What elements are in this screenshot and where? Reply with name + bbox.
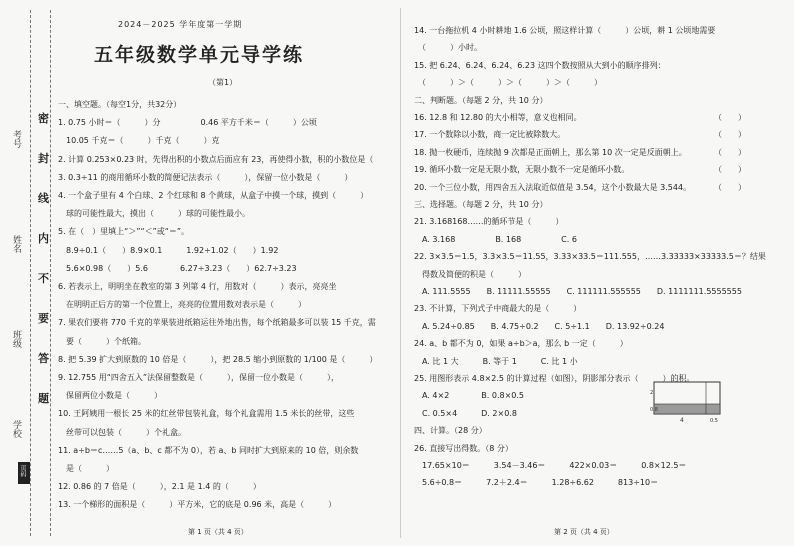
left-question-line: 7. 果农们要将 770 千克的苹果装进纸箱运往外地出售，每个纸箱最多可以装 15 千克，需 (58, 318, 376, 328)
answer-paren[interactable]: （ ） (714, 130, 746, 140)
left-question-line: 一、填空题。（每空1分，共32分） (58, 100, 182, 109)
left-question-line: 保留两位小数是（ ） (58, 391, 162, 401)
margin-label-school: 学校 (11, 420, 21, 438)
right-question-line: 19. 循环小数一定是无限小数，无限小数不一定是循环小数。 (414, 165, 630, 175)
right-question-line: 三、选择题。（每题 2 分，共 10 分） (414, 200, 548, 209)
right-column (414, 0, 786, 546)
left-question-line: 8. 把 5.39 扩大到原数的 10 倍是（ ），把 28.5 缩小到原数的 1/100 是（ ） (58, 354, 378, 364)
right-question-line: 20. 一个三位小数，用四舍五入法取近似值是 3.54，这个小数最大是 3.544。 (414, 182, 692, 192)
left-question-line: 在明明正后方的第一个位置上，亮亮的位置用数对表示是（ ） (58, 300, 306, 310)
area-model-svg (650, 380, 724, 424)
column-divider (400, 8, 401, 538)
right-question-line: 17. 一个数除以小数，商一定比被除数大。 (414, 130, 566, 140)
left-question-line: 4. 一个盒子里有 4 个白球、2 个红球和 8 个黄球，从盒子中摸一个球，摸到（ ） (58, 191, 369, 200)
margin-label-name: 姓名 (11, 235, 21, 253)
cut-mark: 题 (38, 392, 49, 405)
shaded-strip (654, 404, 720, 414)
left-question-line: 3. 0.3÷11 的商用循环小数的简便记法表示（ ），保留一位小数是（ ） (58, 172, 353, 182)
right-question-line: A. 比 1 大 B. 等于 1 C. 比 1 小 (414, 356, 578, 366)
right-question-line: 26. 直接写出得数。（8 分） (414, 443, 513, 453)
left-question-line: 6. 若表示上，明明坐在教室的第 3 列第 4 行，用数对（ ）表示，亮亮坐 (58, 282, 337, 291)
cut-mark: 封 (38, 152, 49, 165)
right-question-line: 四、计算。（28 分） (414, 426, 487, 436)
right-question-line: A. 111.5555 B. 11111.55555 C. 111111.555555 D. 1111111.5555555 (414, 287, 742, 296)
right-question-line: 22. 3×3.5＝1.5，3.3×3.5＝11.55，3.33×33.5＝111.555，……3.33333×33333.5＝？结果 (414, 252, 766, 262)
fig-label: 2 (650, 390, 654, 396)
left-question-line: 9. 12.755 用“四舍五入”法保留整数是（ ），保留一位小数是（ ）， (58, 373, 339, 382)
left-question-line: 8.9÷0.1（ ）8.9×0.1 1.92÷1.02（ ）1.92 (58, 245, 279, 255)
left-question-line: 10.05 千克＝（ ）千克（ ）克 (58, 136, 220, 146)
right-question-line: 得数及简便的积是（ ） (414, 269, 526, 279)
fig-label: 4 (680, 417, 684, 424)
left-question-line: 1. 0.75 小时＝（ ）分 0.46 平方千米＝（ ）公顷 (58, 118, 317, 128)
answer-paren[interactable]: （ ） (714, 165, 746, 175)
left-question-line: 13. 一个梯形的面积是（ ）平方米，它的底是 0.96 米，高是（ ） (58, 500, 337, 510)
left-column (58, 0, 390, 546)
left-question-line: 球的可能性最大，摸出（ ）球的可能性最小。 (58, 209, 250, 219)
cut-mark: 内 (38, 232, 49, 245)
right-question-line: 24. a、b 都不为 0，如果 a÷b＞a，那么 b 一定（ ） (414, 339, 628, 349)
fig-label: 0.5 (710, 418, 718, 424)
cut-mark: 答 (38, 352, 49, 365)
answer-paren[interactable]: （ ） (714, 147, 746, 157)
right-question-line: 二、判断题。（每题 2 分，共 10 分） (414, 95, 548, 105)
binding-margin (0, 0, 54, 546)
margin-label-exam-no: 考号 (11, 130, 21, 148)
right-question-line: 17.65×10＝ 3.54－3.46＝ 422×0.03＝ 0.8×12.5＝ (414, 461, 687, 470)
right-question-line: （ ）小时。 (414, 43, 482, 53)
page-footer-1: 第 1 页（共 4 页） (188, 528, 248, 536)
right-question-line: 14. 一台拖拉机 4 小时耕地 1.6 公顷，照这样计算（ ）公顷，耕 1 公顷地需要 (414, 26, 716, 35)
left-question-line: 5. 在（ ）里填上“＞”“＜”或“＝”。 (58, 227, 190, 237)
margin-label-class: 班级 (11, 330, 21, 348)
right-question-line: 15. 把 6.2̇4̇、6.24̇、6.24、6.23 这四个数按照从大到小的顺序排列： (414, 60, 666, 70)
right-question-line: A. 4×2 B. 0.8×0.5 (414, 391, 525, 401)
page-footer-2: 第 2 页（共 4 页） (554, 528, 614, 536)
right-question-line: 23. 不计算，下列式子中商最大的是（ ） (414, 304, 582, 314)
area-model-figure (650, 380, 724, 427)
fig-label: 0.8 (650, 407, 658, 413)
cut-mark: 密 (38, 112, 49, 125)
right-question-line: 16. 12.8 和 12.80 的大小相等，意义也相同。 (414, 113, 582, 122)
page-subtitle: （第1） (208, 78, 238, 87)
left-question-line: 5.6×0.98（ ）5.6 6.27÷3.23（ ）62.7÷3.23 (58, 263, 297, 273)
left-question-line: 11. a÷b＝c……5（a、b、c 都不为 0），若 a、b 同时扩大到原来的 10 倍，则余数 (58, 445, 359, 455)
page-badge (18, 462, 30, 484)
left-question-line: 丝带可以包装（ ）个礼盒。 (58, 427, 186, 437)
semester: 2024－2025 学年度第一学期 (118, 20, 243, 29)
left-question-line: 2. 计算 0.253×0.23 时，先得出积的小数点后面应有 23，再使得小数，积的小数位是（ (58, 154, 374, 164)
answer-paren[interactable]: （ ） (714, 113, 746, 122)
answer-paren[interactable]: （ ） (714, 182, 746, 192)
cut-mark: 不 (38, 272, 49, 285)
right-question-line: C. 0.5×4 D. 2×0.8 (414, 408, 517, 418)
left-question-line: 10. 王阿姨用一根长 25 米的红丝带包装礼盒，每个礼盒需用 1.5 米长的丝带，这些 (58, 409, 355, 419)
right-question-line: （ ）＞（ ）＞（ ）＞（ ） (414, 78, 602, 88)
right-question-line: 25. 用图形表示 4.8×2.5 的计算过程（如图），阴影部分表示（ ）的积。 (414, 374, 695, 383)
right-question-line: 5.6÷0.8＝ 7.2＋2.4＝ 1.28÷6.62 813÷10＝ (414, 478, 659, 488)
cut-line (50, 10, 51, 536)
right-question-line: 21. 3.168168……的循环节是（ ） (414, 217, 564, 227)
left-question-line: 12. 0.86 的 7 倍是（ ），2.1 是 1.4 的（ ） (58, 482, 261, 492)
right-question-line: A. 3.168 B. 168 C. 6 (414, 234, 577, 244)
left-question-line: 是（ ） (58, 464, 114, 473)
cut-mark: 要 (38, 312, 49, 325)
page-badge-label: 页码 (19, 465, 26, 477)
cut-mark: 线 (38, 192, 49, 205)
right-question-line: 18. 抛一枚硬币，连续抛 9 次都是正面朝上，那么第 10 次一定是反面朝上。 (414, 147, 687, 157)
page-title: 五年级数学单元导学练 (94, 44, 305, 66)
left-question-line: 要（ ）个纸箱。 (58, 336, 146, 346)
right-question-line: A. 5.24÷0.85 B. 4.75÷0.2 C. 5÷1.1 D. 13.92÷0.24 (414, 321, 665, 331)
fold-line (30, 10, 31, 536)
